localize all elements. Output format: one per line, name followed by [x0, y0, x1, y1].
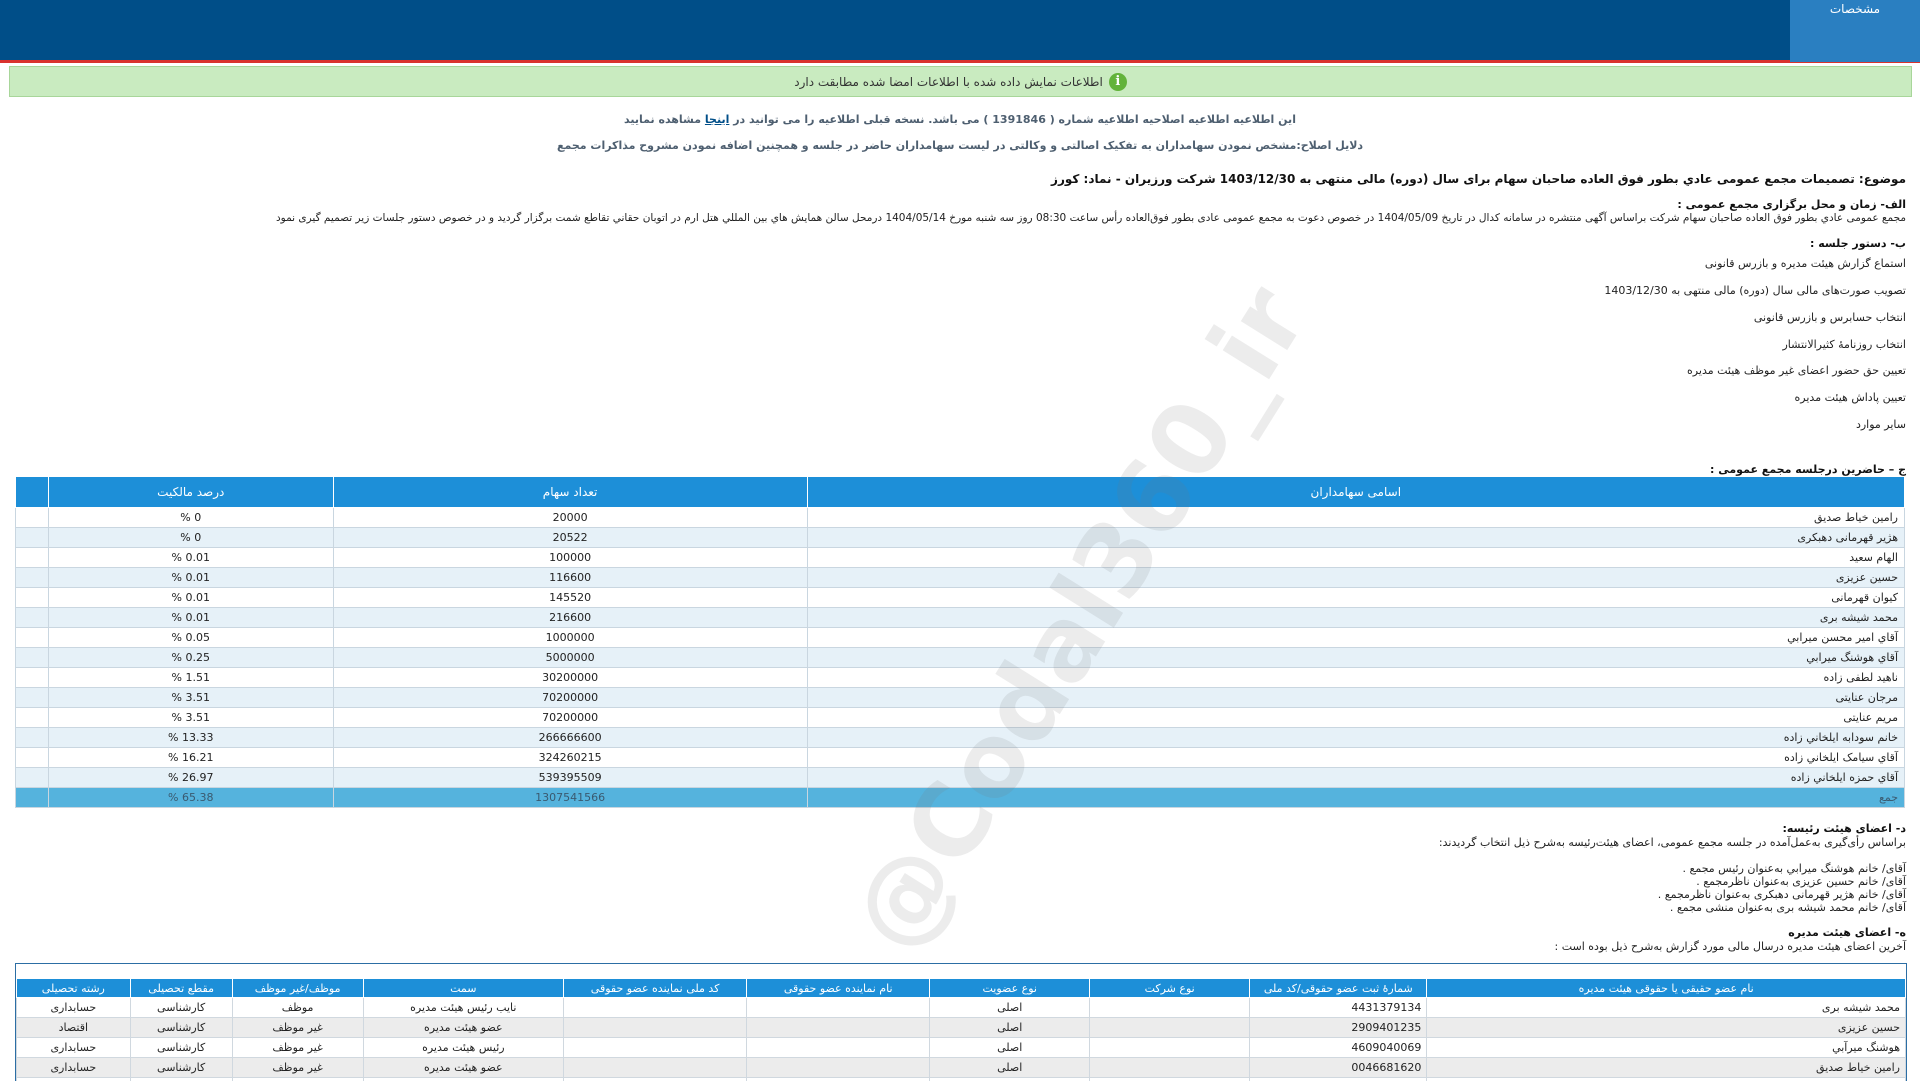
board-members-table-wrapper[interactable]	[15, 963, 1907, 1081]
list-item: آقای/ خانم هژیر قهرمانی دهبکری به‌عنوان ناظرمجمع .	[1658, 888, 1906, 901]
table-cell: عضو هیئت مدیره	[363, 1058, 563, 1078]
table-cell	[564, 998, 747, 1018]
page-title: موضوع: تصمیمات مجمع عمومی عادي بطور فوق العاده صاحبان سهام برای سال (دوره) مالی منتهی به 1403/12/30 شرکت ورزیران - نماد: کورز	[14, 172, 1906, 186]
table-cell: اصلی	[930, 1018, 1090, 1038]
table-row	[16, 528, 1905, 548]
section-b-heading: ب- دستور جلسه :	[14, 237, 1906, 250]
table-cell-blank	[16, 628, 49, 648]
table-cell: حسابداری	[17, 1038, 131, 1058]
table-cell-percent: 0.01 %	[48, 608, 333, 628]
table-cell	[747, 1058, 930, 1078]
table-cell-percent: 3.51 %	[48, 708, 333, 728]
table-cell: حسابداری	[17, 998, 131, 1018]
table-row	[17, 1058, 1906, 1078]
table-row	[16, 628, 1905, 648]
table-cell: اصلی	[930, 1058, 1090, 1078]
table-cell	[1427, 1078, 1906, 1081]
table-cell-blank	[16, 568, 49, 588]
table-cell-percent: 26.97 %	[48, 768, 333, 788]
shareholders-table	[15, 476, 1905, 808]
column-header: سمت	[363, 979, 563, 998]
table-header-row	[17, 979, 1906, 998]
table-row	[16, 508, 1905, 528]
section-d-heading: د- اعضای هیئت رئیسه:	[14, 822, 1906, 835]
table-cell	[232, 1078, 363, 1081]
table-cell: غیر موظف	[232, 1018, 363, 1038]
column-header: رشته تحصیلی	[17, 979, 131, 998]
list-item: آقای/ خانم محمد شیشه بری به‌عنوان منشی مجمع .	[1670, 901, 1906, 914]
table-cell-shares: 324260215	[333, 748, 807, 768]
section-a-heading: الف- زمان و محل برگزاری مجمع عمومی :	[14, 198, 1906, 211]
table-row	[16, 688, 1905, 708]
table-row	[16, 668, 1905, 688]
table-cell-name: الهام سعید	[807, 548, 1904, 568]
table-row	[16, 588, 1905, 608]
agenda-item: سایر موارد	[1856, 418, 1906, 431]
watermark: @Codal360_ir	[828, 266, 1329, 971]
table-cell-percent: 0 %	[48, 528, 333, 548]
section-c-heading: ج – حاضرین درجلسه مجمع عمومی :	[14, 463, 1906, 476]
table-cell-shares: 100000	[333, 548, 807, 568]
column-header: تعداد سهام	[333, 477, 807, 508]
agenda-item: استماع گزارش هیئت مدیره و بازرس قانونی	[1705, 257, 1906, 270]
total-cell-percent: 65.38 %	[48, 788, 333, 808]
section-a-text: مجمع عمومی عادي بطور فوق العاده صاحبان سهام شرکت براساس آگهی منتشره در سامانه کدال در تاریخ 1404/05/09 در خصوص دعوت به مجمع عمومی عادی بطور فوق‌العاده رأس ساعت 08:30 روز سه شنبه مورخ 1404/05/14 درمحل سالن همایش هاي بين المللي هتل ارم در اتوبان حقاني تقاطع شمت برگزار گردید و در خصوص دستور جلسات زیر تصمیم گیری نمود	[14, 212, 1906, 224]
table-cell	[1090, 1078, 1250, 1081]
table-cell: غیر موظف	[232, 1058, 363, 1078]
table-cell	[1090, 1038, 1250, 1058]
table-cell-blank	[16, 788, 49, 808]
notice-text-pre: این اطلاعیه اطلاعیه اصلاحیه اطلاعیه شماره ( 1391846 ) می باشد. نسخه قبلی اطلاعیه را می توانید در	[733, 113, 1296, 126]
table-cell-blank	[16, 748, 49, 768]
table-cell	[747, 1078, 930, 1081]
table-cell-percent: 0.05 %	[48, 628, 333, 648]
table-cell-name: مرجان عنایتی	[807, 688, 1904, 708]
table-cell-blank	[16, 688, 49, 708]
tab-specifications[interactable]	[1790, 0, 1920, 62]
table-cell-name: آقاي هوشنگ ميرابي	[807, 648, 1904, 668]
table-cell	[1090, 1018, 1250, 1038]
table-cell	[747, 998, 930, 1018]
table-cell: 2909401235	[1250, 1018, 1427, 1038]
table-cell: رئیس هیئت مدیره	[363, 1038, 563, 1058]
table-row	[16, 748, 1905, 768]
table-cell: هوشنگ ميرآبي	[1427, 1038, 1906, 1058]
table-row	[17, 998, 1906, 1018]
info-icon: i	[1109, 73, 1127, 91]
column-header: نام نماینده عضو حقوقی	[747, 979, 930, 998]
column-header: درصد مالکیت	[48, 477, 333, 508]
table-cell-shares: 5000000	[333, 648, 807, 668]
table-cell: موظف	[232, 998, 363, 1018]
table-cell: اصلی	[930, 998, 1090, 1018]
table-cell: کارشناسی	[130, 1038, 232, 1058]
table-cell-percent: 0.25 %	[48, 648, 333, 668]
column-header: کد ملی نماینده عضو حقوقی	[564, 979, 747, 998]
correction-reason: دلایل اصلاح:مشخص نمودن سهامداران به تفکیک اصالتی و وکالتی در لیست سهامداران حاضر در جلسه و همچنین اضافه نمودن مشروح مذاکرات مجمع	[0, 139, 1920, 152]
table-cell	[1090, 1058, 1250, 1078]
table-cell-shares: 30200000	[333, 668, 807, 688]
table-cell: کارشناسی	[130, 1018, 232, 1038]
table-cell-blank	[16, 588, 49, 608]
table-cell-name: ناهید لطفی زاده	[807, 668, 1904, 688]
table-cell-shares: 70200000	[333, 688, 807, 708]
table-cell-percent: 3.51 %	[48, 688, 333, 708]
table-cell-percent: 0 %	[48, 508, 333, 528]
table-cell-percent: 0.01 %	[48, 588, 333, 608]
agenda-item: تصویب صورت‌های مالی سال (دوره) مالی منتهی به 1403/12/30	[1604, 284, 1906, 297]
board-members-table	[16, 978, 1906, 1081]
table-cell-blank	[16, 768, 49, 788]
table-row	[16, 568, 1905, 588]
table-cell-blank	[16, 548, 49, 568]
table-cell-name: خانم سودابه ايلخاني زاده	[807, 728, 1904, 748]
table-cell	[1250, 1078, 1427, 1081]
section-d-intro: براساس رأی‌گیری به‌عمل‌آمده در جلسه مجمع عمومی، اعضای هیئت‌رئیسه به‌شرح ذیل انتخاب گردیدند:	[14, 836, 1906, 849]
table-cell-name: حسین عزیزی	[807, 568, 1904, 588]
table-cell-shares: 116600	[333, 568, 807, 588]
column-header: نوع عضویت	[930, 979, 1090, 998]
table-cell-shares: 539395509	[333, 768, 807, 788]
table-cell-name: آقاي امير محسن ميرابي	[807, 628, 1904, 648]
column-header: نام عضو حقیقی یا حقوقی هیئت مدیره	[1427, 979, 1906, 998]
table-cell-name: مریم عنایتی	[807, 708, 1904, 728]
table-header-row	[16, 477, 1905, 508]
table-cell-shares: 145520	[333, 588, 807, 608]
section-e-intro: آخرین اعضای هیئت مدیره درسال مالی مورد گزارش به‌شرح ذیل بوده است :	[14, 940, 1906, 953]
table-cell: اصلی	[930, 1038, 1090, 1058]
table-total-row	[16, 788, 1905, 808]
table-cell-blank	[16, 728, 49, 748]
list-item: آقای/ خانم هوشنگ ميرابي به‌عنوان رئیس مجمع .	[1682, 862, 1906, 875]
table-cell-blank	[16, 608, 49, 628]
table-cell-blank	[16, 528, 49, 548]
table-row	[17, 1018, 1906, 1038]
table-cell-shares: 216600	[333, 608, 807, 628]
table-cell-name: کیوان قهرمانی	[807, 588, 1904, 608]
total-cell-name: جمع	[807, 788, 1904, 808]
table-row	[17, 1078, 1906, 1081]
table-cell: کارشناسی	[130, 1058, 232, 1078]
table-cell: حسابداری	[17, 1058, 131, 1078]
previous-version-link[interactable]: اینجا	[705, 113, 729, 126]
table-cell	[130, 1078, 232, 1081]
agenda-item: تعیین پاداش هیئت مدیره	[1795, 391, 1906, 404]
table-cell-percent: 0.01 %	[48, 568, 333, 588]
table-cell-percent: 13.33 %	[48, 728, 333, 748]
table-cell-name: آقاي حمزه ايلخاني زاده	[807, 768, 1904, 788]
table-cell-percent: 1.51 %	[48, 668, 333, 688]
table-cell-percent: 0.01 %	[48, 548, 333, 568]
top-header-bar	[0, 0, 1920, 60]
tab-label: مشخصات	[1830, 2, 1880, 16]
table-row	[16, 608, 1905, 628]
table-cell	[564, 1058, 747, 1078]
column-header-blank	[16, 477, 49, 508]
table-cell	[747, 1038, 930, 1058]
table-cell-name: آقاي سيامک ايلخاني زاده	[807, 748, 1904, 768]
table-cell: رامین خیاط صدیق	[1427, 1058, 1906, 1078]
column-header: موظف/غیر موظف	[232, 979, 363, 998]
table-row	[16, 548, 1905, 568]
agenda-item: تعیین حق حضور اعضای غیر موظف هیئت مدیره	[1687, 364, 1906, 377]
table-row	[17, 1038, 1906, 1058]
table-cell: عضو هیئت مدیره	[363, 1018, 563, 1038]
total-cell-shares: 1307541566	[333, 788, 807, 808]
header-accent-line	[0, 60, 1920, 63]
table-row	[16, 768, 1905, 788]
column-header: مقطع تحصیلی	[130, 979, 232, 998]
table-cell-blank	[16, 708, 49, 728]
table-cell-shares: 20522	[333, 528, 807, 548]
info-bar-text: اطلاعات نمایش داده شده با اطلاعات امضا شده مطابقت دارد	[794, 75, 1103, 89]
column-header: نوع شرکت	[1090, 979, 1250, 998]
table-row	[16, 708, 1905, 728]
agenda-item: انتخاب حسابرس و بازرس قانونی	[1754, 311, 1906, 324]
table-row	[16, 728, 1905, 748]
table-cell-shares: 266666600	[333, 728, 807, 748]
verification-info-bar	[9, 66, 1912, 97]
table-cell-blank	[16, 668, 49, 688]
table-cell-shares: 20000	[333, 508, 807, 528]
table-cell	[747, 1018, 930, 1038]
column-header: اسامی سهامداران	[807, 477, 1904, 508]
column-header: شمارهٔ ثبت عضو حقوقی/کد ملی	[1250, 979, 1427, 998]
table-cell: 4431379134	[1250, 998, 1427, 1018]
table-cell-shares: 70200000	[333, 708, 807, 728]
table-cell-name: رامین خیاط صدیق	[807, 508, 1904, 528]
table-cell-blank	[16, 648, 49, 668]
table-cell: 0046681620	[1250, 1058, 1427, 1078]
table-cell	[930, 1078, 1090, 1081]
table-cell: حسین عزیزی	[1427, 1018, 1906, 1038]
table-cell-name: هژیر قهرمانی دهبکری	[807, 528, 1904, 548]
table-cell	[564, 1078, 747, 1081]
table-cell: غیر موظف	[232, 1038, 363, 1058]
table-cell	[1090, 998, 1250, 1018]
list-item: آقای/ خانم حسین عزیزی به‌عنوان ناظرمجمع .	[1696, 875, 1906, 888]
table-cell: نایب رئیس هیئت مدیره	[363, 998, 563, 1018]
table-cell	[564, 1038, 747, 1058]
correction-notice	[0, 113, 1920, 126]
table-cell: 4609040069	[1250, 1038, 1427, 1058]
table-cell-percent: 16.21 %	[48, 748, 333, 768]
table-cell: محمد شیشه بری	[1427, 998, 1906, 1018]
table-cell	[17, 1078, 131, 1081]
table-cell-name: محمد شیشه بری	[807, 608, 1904, 628]
agenda-item: انتخاب روزنامهٔ کثیرالانتشار	[1782, 338, 1906, 351]
table-cell	[564, 1018, 747, 1038]
notice-text-post: مشاهده نمایید	[624, 113, 701, 126]
section-e-heading: ه- اعضای هیئت مدیره	[14, 926, 1906, 939]
table-cell-shares: 1000000	[333, 628, 807, 648]
table-cell	[363, 1078, 563, 1081]
table-cell: اقتصاد	[17, 1018, 131, 1038]
table-cell: کارشناسی	[130, 998, 232, 1018]
table-cell-blank	[16, 508, 49, 528]
table-row	[16, 648, 1905, 668]
